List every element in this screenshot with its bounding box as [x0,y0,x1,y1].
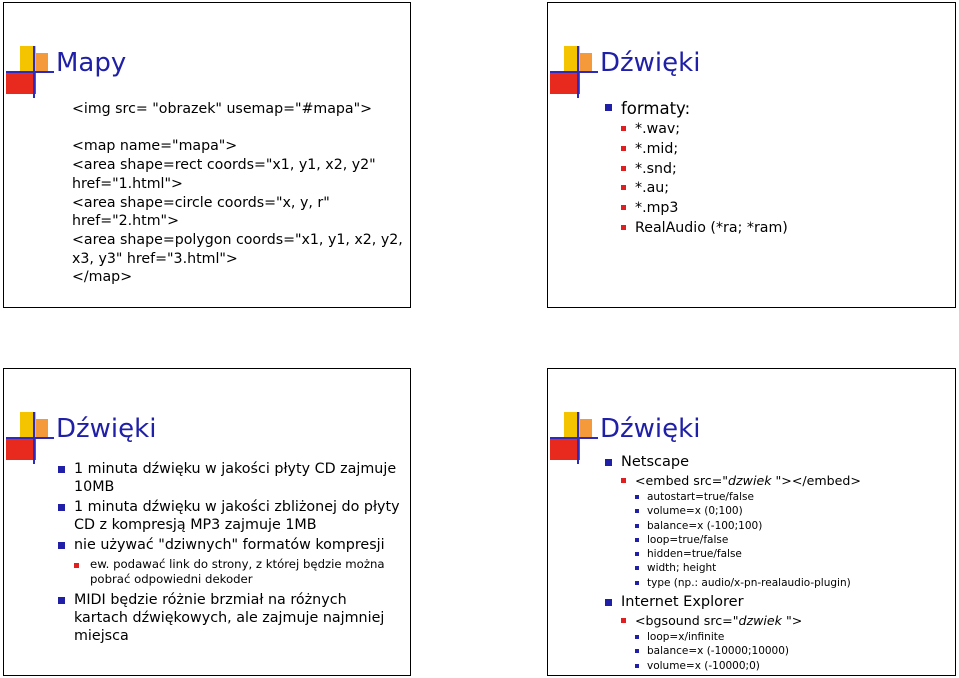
code-line: x3, y3" href="3.html"> [72,250,238,267]
slide-mapy [3,2,411,308]
slide-title: Dźwięki [600,48,701,78]
code-line: href="2.htm"> [72,213,179,230]
slide-title: Dźwięki [56,414,157,444]
list-item: type (np.: audio/x-pn-realaudio-plugin) [635,576,950,590]
list-item: autostart=true/false [635,490,950,504]
list-item: hidden=true/false [635,547,950,561]
list-item: *.au; [621,179,945,199]
list-item: balance=x (-100;100) [635,519,950,533]
slide-dzwieki-rozmiar [3,368,411,676]
list-item: *.mp3 [621,199,945,219]
code-line: <area shape=circle coords="x, y, r" [72,194,330,211]
list-item: ew. podawać link do strony, z której będzie można pobrać odpowiedni dekoder [74,557,403,587]
list-item: balance=x (-10000;10000) [635,644,950,658]
list-item: volume=x (-10000;0) [635,659,950,673]
slide-logo-icon [6,46,54,98]
slide-title: Mapy [56,48,127,78]
bullet-list [605,453,950,673]
slide-logo-icon [6,412,54,464]
list-item: RealAudio (*ra; *ram) [621,219,945,239]
code-block [72,100,403,287]
list-item: *.snd; [621,160,945,180]
code-line: <area shape=rect coords="x1, y1, x2, y2" [72,157,376,174]
sub-list [74,557,403,587]
slide-dzwieki-html [547,368,956,676]
code-line-blank [72,119,403,138]
list-item: formaty: *.wav; *.mid; *.snd; *.au; *.mp3 RealAudio (*ra; *ram) [605,98,945,239]
code-line: <img src= "obrazek" usemap="#mapa"> [72,101,373,117]
list-item: loop=true/false [635,533,950,547]
embed-tag: <embed src="dzwiek "></embed> autostart=true/false volume=x (0;100) balance=x (-100;100) loop=true/false hidden=true/false width; height type (np.: audio/x-pn-realaudio-plugin) [621,472,950,590]
list-item: 1 minuta dźwięku w jakości płyty CD zajmuje 10MB [58,460,403,496]
list-item: width; height [635,561,950,575]
embed-attr-list [635,490,950,590]
list-item-netscape: Netscape <embed src="dzwiek "></embed> autostart=true/false volume=x (0;100) balance=x (-100;100) loop=true/false hidden=true/false width; height type (np.: audio/x-pn-realaudio-plugin) [605,453,950,590]
list-item: *.wav; [621,120,945,140]
bgsound-tag: <bgsound src="dzwiek "> loop=x/infinite balance=x (-10000;10000) volume=x (-10000;0) [621,612,950,673]
code-line: </map> [72,269,133,286]
ie-list [621,612,950,673]
slide-logo-icon [550,46,598,98]
bgsound-attr-list [635,630,950,673]
netscape-list [621,472,950,590]
list-item: 1 minuta dźwięku w jakości zbliżonej do płyty CD z kompresją MP3 zajmuje 1MB [58,498,403,534]
list-item: nie używać "dziwnych" formatów kompresji ew. podawać link do strony, z której będzie można pobrać odpowiedni dekoder [58,536,403,587]
list-item: *.mid; [621,140,945,160]
format-list [621,120,945,239]
code-line: <map name="mapa"> [72,138,238,155]
list-item: volume=x (0;100) [635,504,950,518]
code-line: <area shape=polygon coords="x1, y1, x2, y2, [72,231,403,248]
bullet-list [58,460,403,645]
slide-logo-icon [550,412,598,464]
slide-dzwieki-formaty [547,2,956,308]
list-item: MIDI będzie różnie brzmiał na różnych kartach dźwiękowych, ale zajmuje najmniej miejsca [58,591,403,645]
list-item: loop=x/infinite [635,630,950,644]
slide-title: Dźwięki [600,414,701,444]
code-line: href="1.html"> [72,175,183,192]
list-item-ie: Internet Explorer <bgsound src="dzwiek "> loop=x/infinite balance=x (-10000;10000) volume=x (-10000;0) [605,593,950,673]
bullet-list [605,98,945,239]
